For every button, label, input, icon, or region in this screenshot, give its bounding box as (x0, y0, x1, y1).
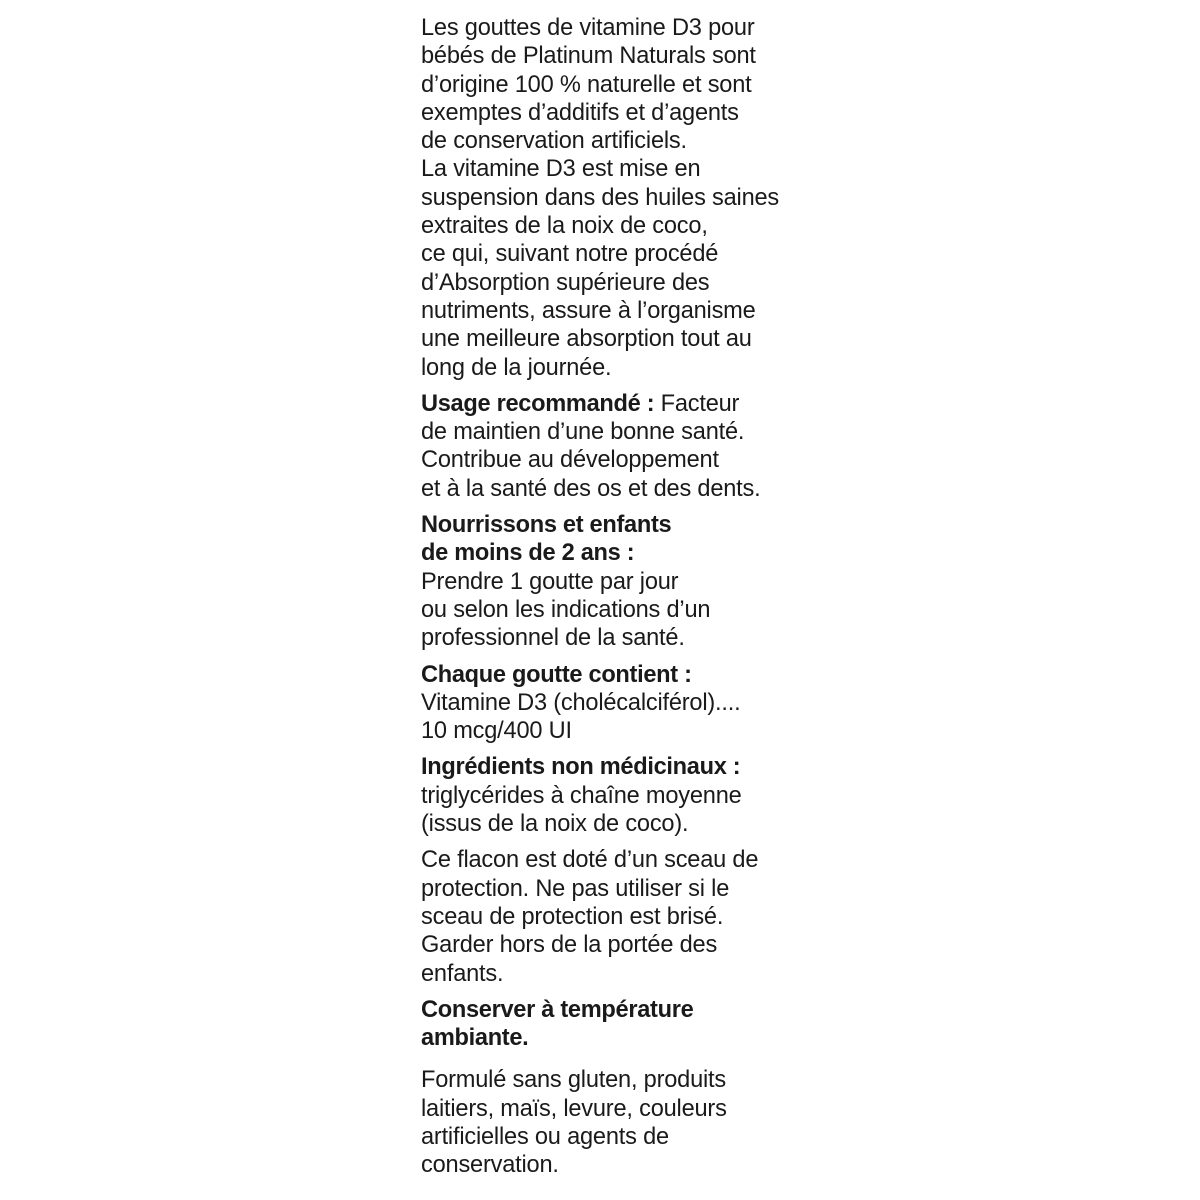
contents-heading: Chaque goutte contient : (421, 661, 692, 688)
usage-paragraph (421, 390, 841, 503)
warning-paragraph: Ce flacon est doté d’un sceau de protection. Ne pas utiliser si le sceau de protection est brisé. Garder hors de la portée des enfants. (421, 847, 759, 987)
ingredients-heading: Ingrédients non médicinaux : (421, 754, 741, 781)
free-from-paragraph: Formulé sans gluten, produits laitiers, maïs, levure, couleurs artificielles ou agents de conservation. (421, 1067, 727, 1179)
product-label-text (421, 14, 841, 1180)
usage-text: Facteur de maintien d’une bonne santé. Contribue au développement et à la santé des os et des dents. (421, 390, 761, 502)
contents-paragraph (421, 661, 841, 746)
storage-heading: Conserver à température ambiante. (421, 996, 694, 1052)
dosage-paragraph (421, 511, 841, 652)
storage-paragraph (421, 996, 841, 1053)
ingredients-text: triglycérides à chaîne moyenne (issus de la noix de coco). (421, 782, 742, 838)
contents-text: Vitamine D3 (cholécalciférol).... 10 mcg/400 UI (421, 689, 741, 745)
usage-heading: Usage recommandé : (421, 390, 655, 417)
dosage-text: Prendre 1 goutte par jour ou selon les indications d’un professionnel de la santé. (421, 568, 711, 652)
intro-paragraph: Les gouttes de vitamine D3 pour bébés de Platinum Naturals sont d’origine 100 % naturelle et sont exemptes d’additifs et d’agents de conservation artificiels. La vitamine D3 est mise en suspension dans des huiles saines extraites de la noix de coco, ce qui, suivant notre procédé d’Absorption supérieure des nutriments, assure à l’organisme une meilleure absorption tout au long de la journée. (421, 15, 780, 381)
ingredients-paragraph (421, 753, 841, 838)
dosage-heading: Nourrissons et enfants de moins de 2 ans : (421, 512, 672, 567)
